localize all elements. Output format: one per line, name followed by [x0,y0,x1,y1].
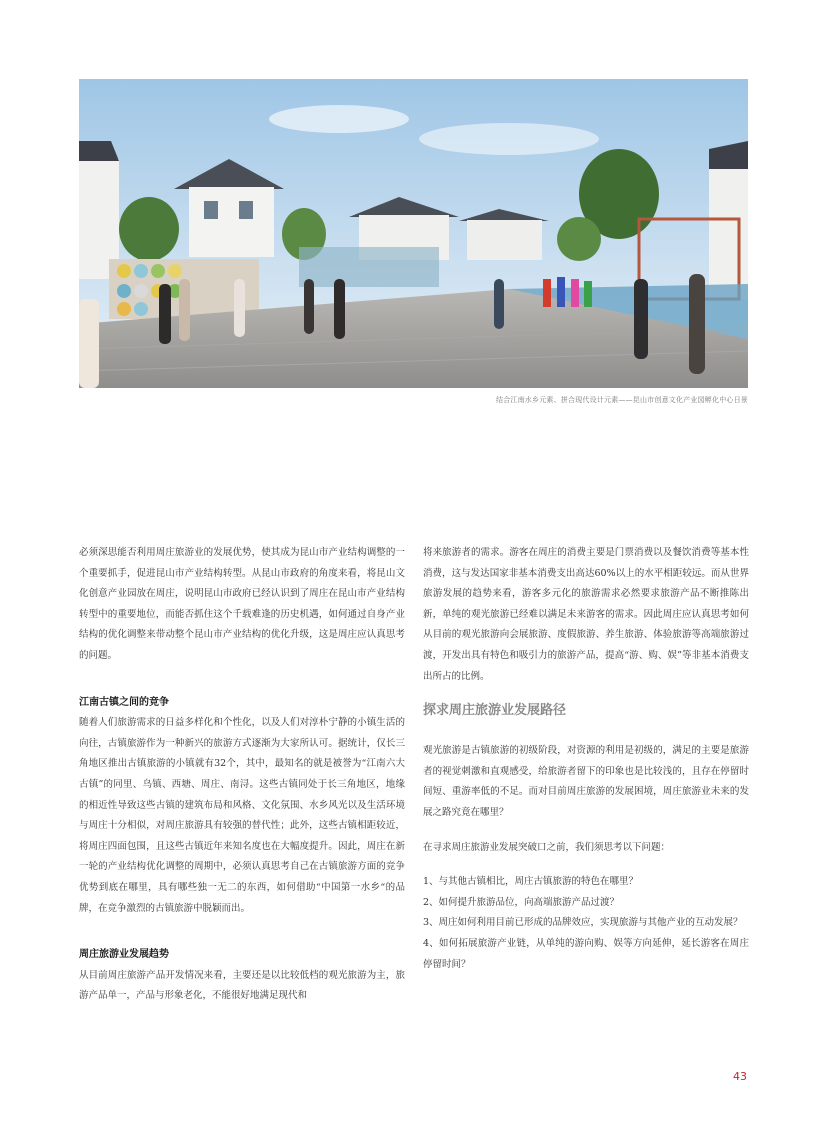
plaza-rendering [79,79,748,388]
body-paragraph: 观光旅游是古镇旅游的初级阶段，对资源的利用是初级的，满足的主要是旅游者的视觉刺激和直观感受，给旅游者留下的印象也是比较浅的，且存在停留时间短、重游率低的不足。而对目前周庄旅游的发展困境，周庄旅游业未来的发展之路究竟在哪里？ [423,745,749,818]
left-column [79,543,405,1007]
question-item: 4、如何拓展旅游产业链，从单纯的游向购、娱等方向延伸，延长游客在周庄停留时间？ [423,937,749,970]
body-paragraph: 将来旅游者的需求。游客在周庄的消费主要是门票消费以及餐饮消费等基本性消费，这与发达国家非基本消费支出高达60%以上的水平相距较远。而从世界旅游发展的趋势来看，游客多元化的旅游需求必然要求旅游产品不断推陈出新，单纯的观光旅游已经难以满足未来游客的需求。因此周庄应认真思考如何从目前的观光旅游向会展旅游、度假旅游、养生旅游、体验旅游等高端旅游过渡，开发出具有特色和吸引力的旅游产品，提高“游、购、娱”等非基本消费支出所占的比例。 [423,547,749,682]
figure-caption: 结合江南水乡元素、拼合现代设计元素——昆山市创意文化产业园孵化中心日景 [496,396,748,404]
hero-illustration [79,79,748,388]
section-heading: 周庄旅游业发展趋势 [79,949,169,961]
question-item: 3、周庄如何利用目前已形成的品牌效应，实现旅游与其他产业的互动发展？ [423,917,743,929]
body-paragraph: 随着人们旅游需求的日益多样化和个性化，以及人们对淳朴宁静的小镇生活的向往，古镇旅游作为一种新兴的旅游方式逐渐为大家所认可。据统计，仅长三角地区推出古镇旅游的小镇就有32个，其中，最知名的就是被誉为“江南六大古镇”的同里、乌镇、西塘、周庄、南浔。这些古镇同处于长三角地区，地缘的相近性导致这些古镇的建筑布局和风格、文化氛围、水乡风光以及生活环境与周庄十分相似，对周庄旅游具有较强的替代性；此外，这些古镇相距较近，将周庄四面包围，且这些古镇近年来知名度也在大幅度提升。因此，周庄在新一轮的产业结构优化调整的周期中，必须认真思考自己在古镇旅游方面的竞争优势到底在哪里，具有哪些独一无二的东西，如何借助“中国第一水乡“的品牌，在竞争激烈的古镇旅游中脱颖而出。 [79,717,405,914]
section-heading: 江南古镇之间的竞争 [79,696,169,708]
body-paragraph: 在寻求周庄旅游业发展突破口之前，我们须思考以下问题： [423,841,671,853]
body-paragraph: 必须深思能否利用周庄旅游业的发展优势，使其成为昆山市产业结构调整的一个重要抓手，促进昆山市产业结构转型。从昆山市政府的角度来看，将昆山文化创意产业园放在周庄，说明昆山市政府已经认识到了周庄在昆山市产业结构转型中的重要地位，而能否抓住这个千载难逢的历史机遇，如何通过自身产业结构的优化调整来带动整个昆山市产业结构的优化升级，这是周庄应认真思考的问题。 [79,547,405,661]
body-paragraph: 从目前周庄旅游产品开发情况来看，主要还是以比较低档的观光旅游为主，旅游产品单一，产品与形象老化，不能很好地满足现代和 [79,969,405,1002]
question-item: 1、与其他古镇相比，周庄古镇旅游的特色在哪里？ [423,876,639,888]
section-title: 探求周庄旅游业发展路径 [423,703,567,719]
right-column [423,543,749,975]
question-item: 2、如何提升旅游品位，向高端旅游产品过渡？ [423,896,620,908]
page-number: 43 [733,1070,747,1083]
